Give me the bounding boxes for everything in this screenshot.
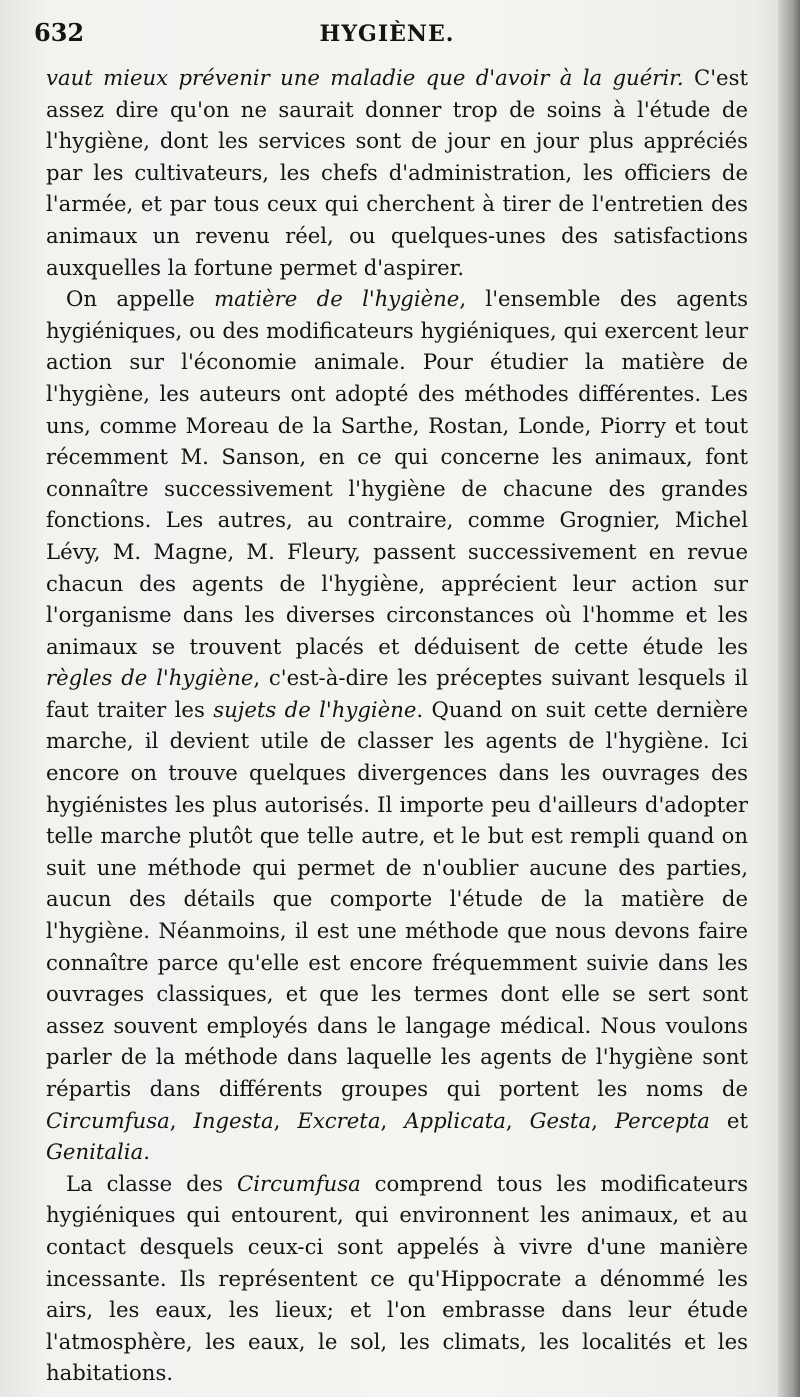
italic-text-segment: règles de l'hygiène: [46, 665, 254, 691]
text-segment: . Quand on suit cette dernière marche, il devient utile de classer les agents de l'hygiène. Ici encore on trouve quelques divergences dans les ouvrages des hygiénistes les plus autorisés. Il importe peu d'ailleurs d'adopter telle marche plutôt que telle autre, et le but est rempli quand on suit une méthode qui permet de n'oublier aucune des parties, aucun des détails que comporte l'étude de la matière de l'hygiène. Néanmoins, il est une méthode que nous devons faire connaître parce qu'elle est encore fréquemment suivie dans les ouvrages classiques, et que les termes dont elle se sert sont assez souvent employés dans le langage médical. Nous voulons parler de la méthode dans laquelle les agents de l'hygiène sont répartis dans différents groupes qui portent les noms de: [46, 696, 749, 1101]
text-segment: ,: [591, 1107, 615, 1133]
italic-text-segment: Circumfusa: [46, 1107, 170, 1133]
italic-text-segment: matière de l'hygiène: [214, 286, 460, 312]
running-head: [34, 18, 740, 62]
text-segment: On appelle: [66, 286, 215, 312]
italic-text-segment: Circumfusa: [236, 1170, 361, 1196]
running-title: HYGIÈNE.: [319, 21, 455, 47]
body-text: [46, 62, 748, 1389]
text-segment: et: [709, 1107, 748, 1133]
text-segment: , c'est-à-dire les préceptes suivant lesquels il faut traiter les: [46, 665, 748, 722]
italic-text-segment: vaut mieux prévenir une maladie que d'avoir à la guérir.: [46, 65, 684, 90]
italic-text-segment: sujets de l'hygiène: [213, 696, 417, 722]
text-segment: ,: [505, 1107, 530, 1133]
text-segment: ,: [169, 1107, 194, 1133]
text-segment: C'est assez dire qu'on ne saurait donner trop de soins à l'étude de l'hygiène, dont les services sont de jour en jour plus appréciés par les cultivateurs, les chefs d'administration, les officiers de l'armée, et par tous ceux qui cherchent à tirer de l'entretien des animaux un revenu réel, ou quelques-unes des satisfactions auxquelles la fortune permet d'aspirer.: [46, 65, 748, 280]
text-segment: comprend tous les modificateurs hygiéniques qui entourent, qui environnent les animaux, et au contact desquels ceux-ci sont appelés à vivre d'une manière incessante. Ils représentent ce qu'Hippocrate a dénommé les airs, les eaux, les lieux; et l'on embrasse dans leur étude l'atmosphère, les eaux, le sol, les climats, les localités et les habitations.: [46, 1170, 748, 1386]
text-segment: ,: [380, 1107, 405, 1133]
book-spine-shadow: [778, 0, 800, 1397]
italic-text-segment: Ingesta: [193, 1107, 274, 1133]
italic-text-segment: Applicata: [404, 1107, 506, 1133]
italic-text-segment: Excreta: [297, 1107, 381, 1133]
italic-text-segment: Percepta: [614, 1107, 710, 1133]
text-segment: , l'ensemble des agents hygiéniques, ou des modificateurs hygiéniques, qui exercent leur action sur l'économie animale. Pour étudier la matière de l'hygiène, les auteurs ont adopté des méthodes différentes. Les uns, comme Moreau de la Sarthe, Rostan, Londe, Piorry et tout récemment M. Sanson, en ce qui concerne les animaux, font connaître successivement l'hygiène de chacune des grandes fonctions. Les autres, au contraire, comme Grognier, Michel Lévy, M. Magne, M. Fleury, passent successivement en revue chacun des agents de l'hygiène, apprécient leur action sur l'organisme dans les diverses circonstances où l'homme et les animaux se trouvent placés et déduisent de cette étude les: [46, 286, 748, 659]
text-segment: La classe des: [66, 1170, 237, 1196]
italic-text-segment: Gesta: [529, 1107, 592, 1133]
page-number: 632: [34, 18, 85, 47]
text-segment: ,: [273, 1107, 298, 1133]
text-segment: .: [143, 1139, 150, 1165]
paragraph-1: [46, 62, 748, 283]
paragraph-3: [46, 1168, 748, 1389]
paragraph-2: [46, 283, 748, 1168]
italic-text-segment: Genitalia: [46, 1139, 144, 1165]
